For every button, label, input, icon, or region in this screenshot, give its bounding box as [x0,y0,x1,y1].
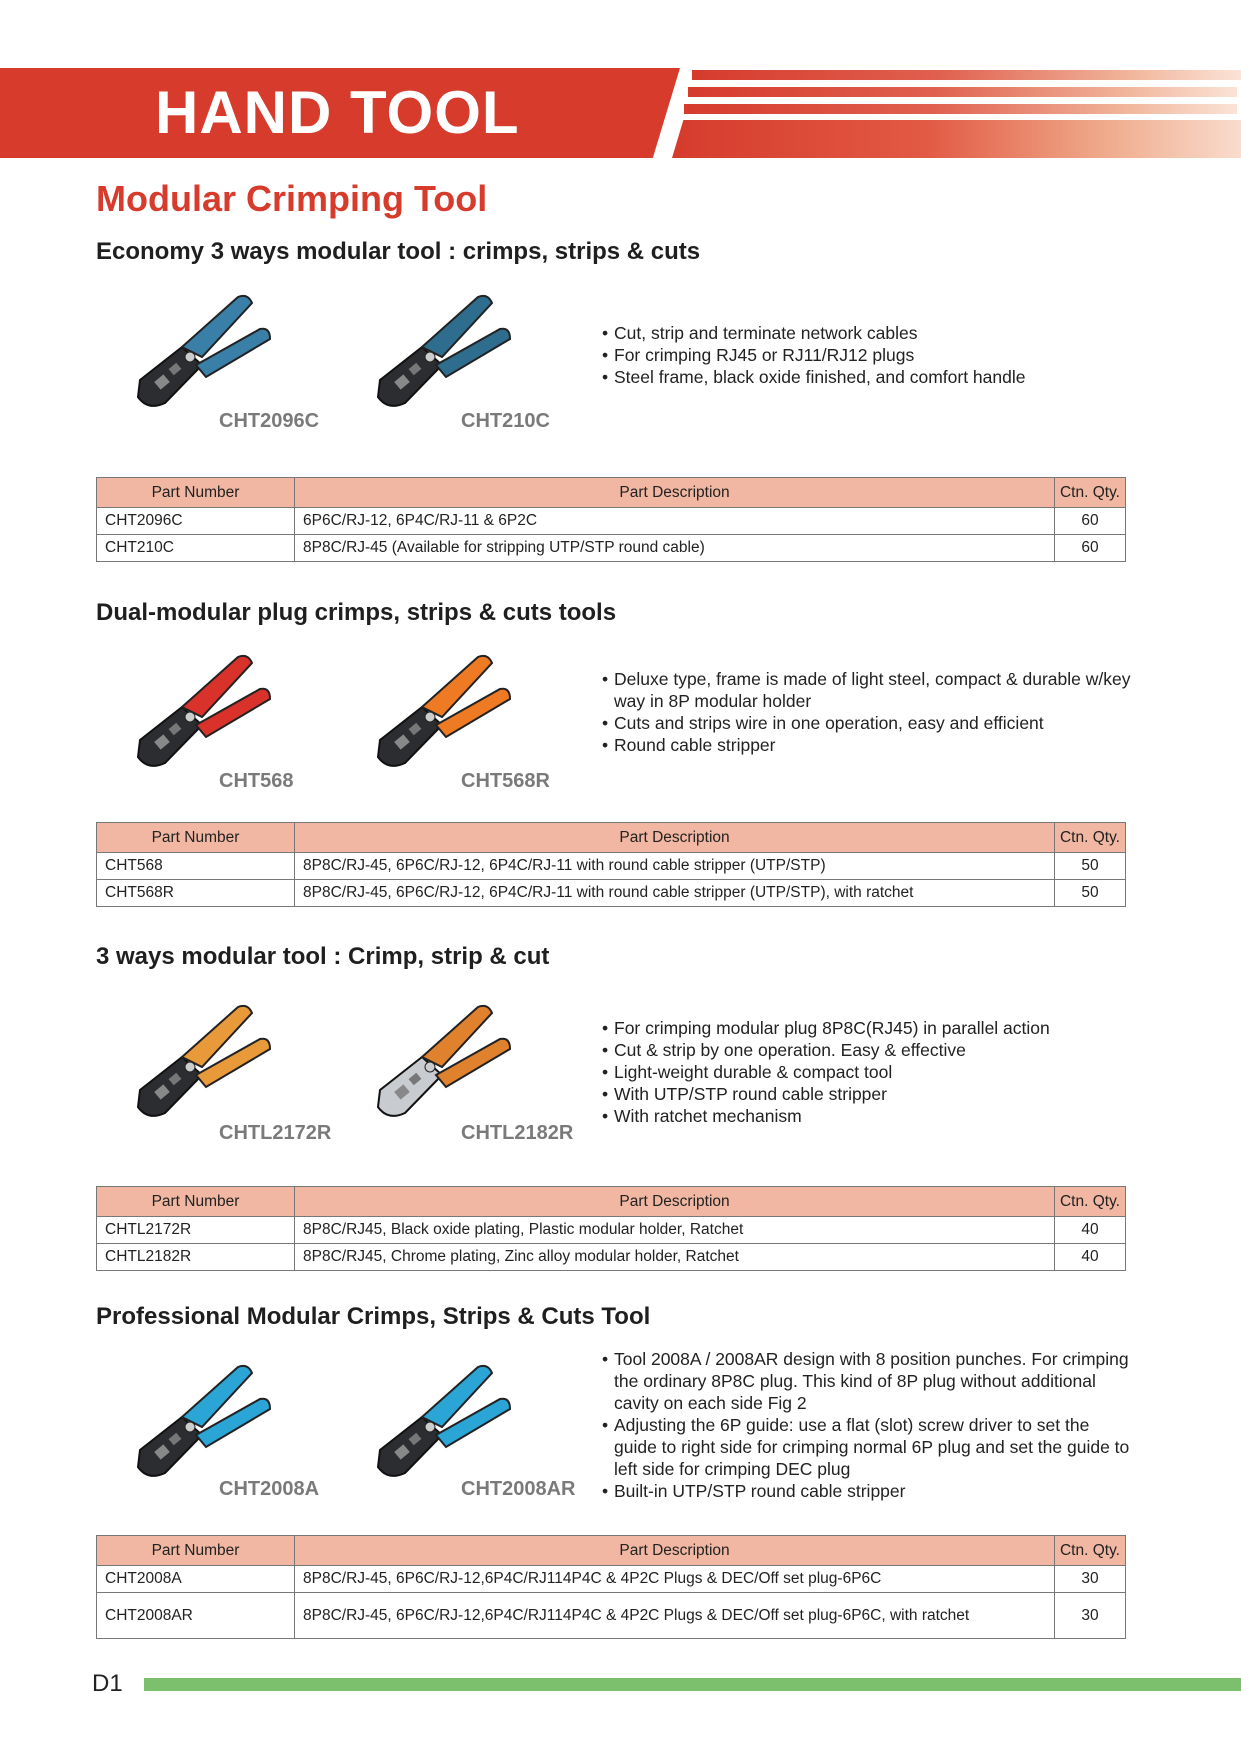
feature-list [598,1348,1133,1502]
header-part-number: Part Number [97,1536,295,1566]
table-row [97,880,1126,907]
header-part-number: Part Number [97,478,295,508]
cell-part: CHT2008AR [97,1593,295,1639]
feature-item: • Deluxe type, frame is made of light steel, compact & durable w/key way in 8P modular holder [598,668,1138,712]
parts-table [96,1186,1126,1271]
model-label: CHT2008A [219,1478,320,1500]
model-label: CHT568R [461,770,550,792]
feature-item: • Steel frame, black oxide finished, and comfort handle [598,366,1138,388]
section-title: Economy 3 ways modular tool : crimps, strips & cuts [96,238,701,265]
feature-item: • Built-in UTP/STP round cable stripper [598,1480,1133,1502]
cell-part: CHTL2172R [97,1217,295,1244]
header-stripe [692,70,1241,80]
table-row [97,1217,1126,1244]
cell-qty: 60 [1055,535,1126,562]
header-ctn-qty: Ctn. Qty. [1055,1187,1126,1217]
model-label: CHTL2182R [461,1122,574,1144]
cell-part: CHTL2182R [97,1244,295,1271]
cell-part: CHT210C [97,535,295,562]
table-row [97,508,1126,535]
cell-qty: 50 [1055,853,1126,880]
header-stripe-wide [672,120,1241,158]
model-label: CHT568 [219,770,294,792]
feature-list [598,668,1138,756]
feature-item: • Round cable stripper [598,734,1138,756]
model-label: CHT2096C [219,410,320,432]
parts-table [96,1535,1126,1639]
model-label: CHT210C [461,410,550,432]
feature-item: • With ratchet mechanism [598,1105,1138,1127]
feature-item: • Cuts and strips wire in one operation, easy and efficient [598,712,1138,734]
parts-table [96,477,1126,562]
header-ctn-qty: Ctn. Qty. [1055,478,1126,508]
header-part-description: Part Description [295,1187,1055,1217]
feature-item: • Adjusting the 6P guide: use a flat (slot) screw driver to set the guide to right side for crimping normal 6P plug and set the guide to left side for crimping DEC plug [598,1414,1133,1480]
feature-item: • Light-weight durable & compact tool [598,1061,1138,1083]
footer-bar [144,1678,1241,1691]
cell-desc: 8P8C/RJ-45, 6P6C/RJ-12, 6P4C/RJ-11 with round cable stripper (UTP/STP), with ratchet [295,880,1055,907]
cell-qty: 40 [1055,1217,1126,1244]
header-title: HAND TOOL [155,79,520,146]
cell-qty: 40 [1055,1244,1126,1271]
header-ctn-qty: Ctn. Qty. [1055,1536,1126,1566]
cell-part: CHT568 [97,853,295,880]
cell-desc: 6P6C/RJ-12, 6P4C/RJ-11 & 6P2C [295,508,1055,535]
model-label: CHTL2172R [219,1122,332,1144]
header-part-number: Part Number [97,1187,295,1217]
model-label: CHT2008AR [461,1478,576,1500]
header-part-description: Part Description [295,1536,1055,1566]
section-title: 3 ways modular tool : Crimp, strip & cut [96,943,550,970]
cell-desc: 8P8C/RJ-45, 6P6C/RJ-12,6P4C/RJ114P4C & 4P2C Plugs & DEC/Off set plug-6P6C, with ratchet [295,1593,1055,1639]
cell-desc: 8P8C/RJ45, Chrome plating, Zinc alloy modular holder, Ratchet [295,1244,1055,1271]
feature-item: • Cut, strip and terminate network cables [598,322,1138,344]
page-title: Modular Crimping Tool [96,178,488,219]
header-part-description: Part Description [295,478,1055,508]
cell-part: CHT2008A [97,1566,295,1593]
cell-part: CHT2096C [97,508,295,535]
page-number: D1 [92,1670,123,1697]
cell-desc: 8P8C/RJ-45, 6P6C/RJ-12,6P4C/RJ114P4C & 4P2C Plugs & DEC/Off set plug-6P6C [295,1566,1055,1593]
parts-table [96,822,1126,907]
header-part-number: Part Number [97,823,295,853]
feature-item: • Tool 2008A / 2008AR design with 8 position punches. For crimping the ordinary 8P8C plug. This kind of 8P plug without additional cavity on each side Fig 2 [598,1348,1133,1414]
header-banner [0,68,1241,158]
feature-list [598,322,1138,388]
section-title: Professional Modular Crimps, Strips & Cuts Tool [96,1303,651,1330]
feature-item: • With UTP/STP round cable stripper [598,1083,1138,1105]
cell-desc: 8P8C/RJ45, Black oxide plating, Plastic modular holder, Ratchet [295,1217,1055,1244]
cell-desc: 8P8C/RJ-45 (Available for stripping UTP/STP round cable) [295,535,1055,562]
feature-item: • For crimping RJ45 or RJ11/RJ12 plugs [598,344,1138,366]
cell-qty: 30 [1055,1593,1126,1639]
cell-qty: 60 [1055,508,1126,535]
table-row [97,1593,1126,1639]
header-stripe [684,104,1237,114]
header-stripe [688,87,1237,97]
cell-part: CHT568R [97,880,295,907]
feature-item: • Cut & strip by one operation. Easy & effective [598,1039,1138,1061]
header-part-description: Part Description [295,823,1055,853]
table-row [97,1566,1126,1593]
table-row [97,853,1126,880]
feature-item: • For crimping modular plug 8P8C(RJ45) in parallel action [598,1017,1138,1039]
cell-qty: 30 [1055,1566,1126,1593]
table-row [97,1244,1126,1271]
table-row [97,535,1126,562]
cell-desc: 8P8C/RJ-45, 6P6C/RJ-12, 6P4C/RJ-11 with round cable stripper (UTP/STP) [295,853,1055,880]
header-ctn-qty: Ctn. Qty. [1055,823,1126,853]
feature-list [598,1017,1138,1127]
section-title: Dual-modular plug crimps, strips & cuts tools [96,599,617,626]
cell-qty: 50 [1055,880,1126,907]
